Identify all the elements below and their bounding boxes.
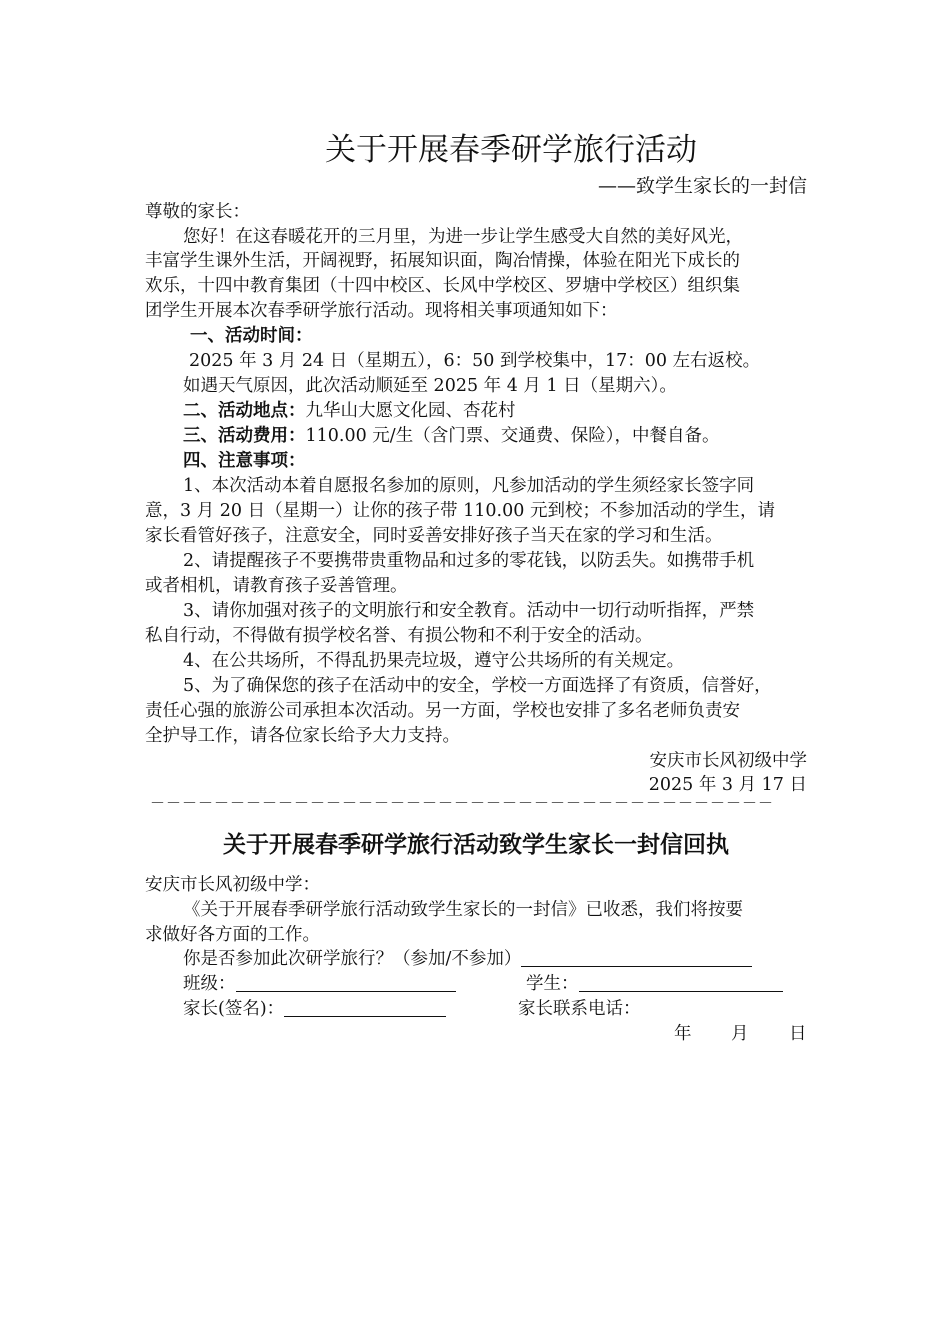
note-line: 5、为了确保您的孩子在活动中的安全，学校一方面选择了有资质，信誉好， bbox=[183, 676, 772, 696]
note-line: 3、请你加强对孩子的文明旅行和安全教育。活动中一切行动听指挥，严禁 bbox=[183, 601, 755, 621]
note-line: 意，3 月 20 日（星期一）让你的孩子带 110.00 元到校；不参加活动的学生，请 bbox=[145, 501, 775, 521]
place-value: 九华山大愿文化园、杏花村 bbox=[305, 401, 516, 421]
signature-school: 安庆市长风初级中学 bbox=[649, 751, 807, 771]
parent-phone-row bbox=[518, 997, 641, 1021]
student-label: 学生： bbox=[526, 974, 579, 994]
intro-line: 丰富学生课外生活，开阔视野，拓展知识面，陶冶情操，体验在阳光下成长的 bbox=[145, 251, 740, 271]
date-year: 年 bbox=[674, 1024, 692, 1044]
note-line: 4、在公共场所，不得乱扔果壳垃圾，遵守公共场所的有关规定。 bbox=[183, 651, 685, 671]
date-day: 日 bbox=[789, 1024, 807, 1044]
letter-subtitle: ——致学生家长的一封信 bbox=[597, 175, 807, 197]
receipt-title: 关于开展春季研学旅行活动致学生家长一封信回执 bbox=[223, 832, 729, 858]
greeting: 尊敬的家长： bbox=[145, 202, 250, 222]
note-line: 责任心强的旅游公司承担本次活动。另一方面，学校也安排了多名老师负责安 bbox=[145, 701, 740, 721]
notes-heading: 四、注意事项： bbox=[183, 451, 306, 471]
receipt-body-line: 求做好各方面的工作。 bbox=[145, 925, 320, 945]
class-field[interactable] bbox=[236, 973, 456, 992]
note-line: 或者相机，请教育孩子妥善管理。 bbox=[145, 576, 408, 596]
place-heading: 二、活动地点： bbox=[183, 401, 306, 421]
parent-phone-label: 家长联系电话： bbox=[518, 999, 641, 1019]
fee-value: 110.00 元/生（含门票、交通费、保险），中餐自备。 bbox=[305, 426, 720, 446]
note-line: 1、本次活动本着自愿报名参加的原则，凡参加活动的学生须经家长签字同 bbox=[183, 476, 755, 496]
note-line: 2、请提醒孩子不要携带贵重物品和过多的零花钱，以防丢失。如携带手机 bbox=[183, 551, 755, 571]
participate-label: 你是否参加此次研学旅行？（参加/不参加） bbox=[183, 949, 522, 969]
letter-title: 关于开展春季研学旅行活动 bbox=[325, 132, 697, 168]
participate-row bbox=[183, 947, 752, 971]
cut-line-separator: －－－－－－－－－－－－－－－－－－－－－－－－－－－－－－－－－－－－－－－ bbox=[150, 794, 775, 812]
parent-sign-label: 家长(签名)： bbox=[183, 999, 285, 1019]
student-field[interactable] bbox=[579, 973, 783, 992]
class-label: 班级： bbox=[183, 974, 236, 994]
receipt-body-line: 《关于开展春季研学旅行活动致学生家长的一封信》已收悉，我们将按要 bbox=[183, 900, 743, 920]
parent-sign-row bbox=[183, 997, 446, 1021]
signature-date: 2025 年 3 月 17 日 bbox=[648, 775, 807, 795]
time-line: 2025 年 3 月 24 日（星期五），6：50 到学校集中，17：00 左右返校。 bbox=[189, 351, 761, 371]
parent-sign-field[interactable] bbox=[284, 998, 446, 1017]
receipt-addressee: 安庆市长风初级中学： bbox=[145, 875, 320, 895]
note-line: 全护导工作，请各位家长给予大力支持。 bbox=[145, 726, 460, 746]
date-month: 月 bbox=[731, 1024, 749, 1044]
intro-line: 欢乐，十四中教育集团（十四中校区、长风中学校区、罗塘中学校区）组织集 bbox=[145, 276, 740, 296]
fee-heading: 三、活动费用： bbox=[183, 426, 306, 446]
time-heading: 一、活动时间： bbox=[190, 326, 313, 346]
intro-line: 团学生开展本次春季研学旅行活动。现将相关事项通知如下： bbox=[145, 301, 618, 321]
fee-line bbox=[183, 424, 807, 448]
student-row bbox=[526, 972, 783, 996]
class-row bbox=[183, 972, 456, 996]
time-line: 如遇天气原因，此次活动顺延至 2025 年 4 月 1 日（星期六）。 bbox=[183, 376, 677, 396]
intro-line: 您好！在这春暖花开的三月里，为进一步让学生感受大自然的美好风光， bbox=[183, 227, 743, 247]
note-line: 家长看管好孩子，注意安全，同时妥善安排好孩子当天在家的学习和生活。 bbox=[145, 526, 723, 546]
participate-field[interactable] bbox=[521, 948, 752, 967]
note-line: 私自行动，不得做有损学校名誉、有损公物和不利于安全的活动。 bbox=[145, 626, 653, 646]
place-line bbox=[183, 399, 807, 423]
